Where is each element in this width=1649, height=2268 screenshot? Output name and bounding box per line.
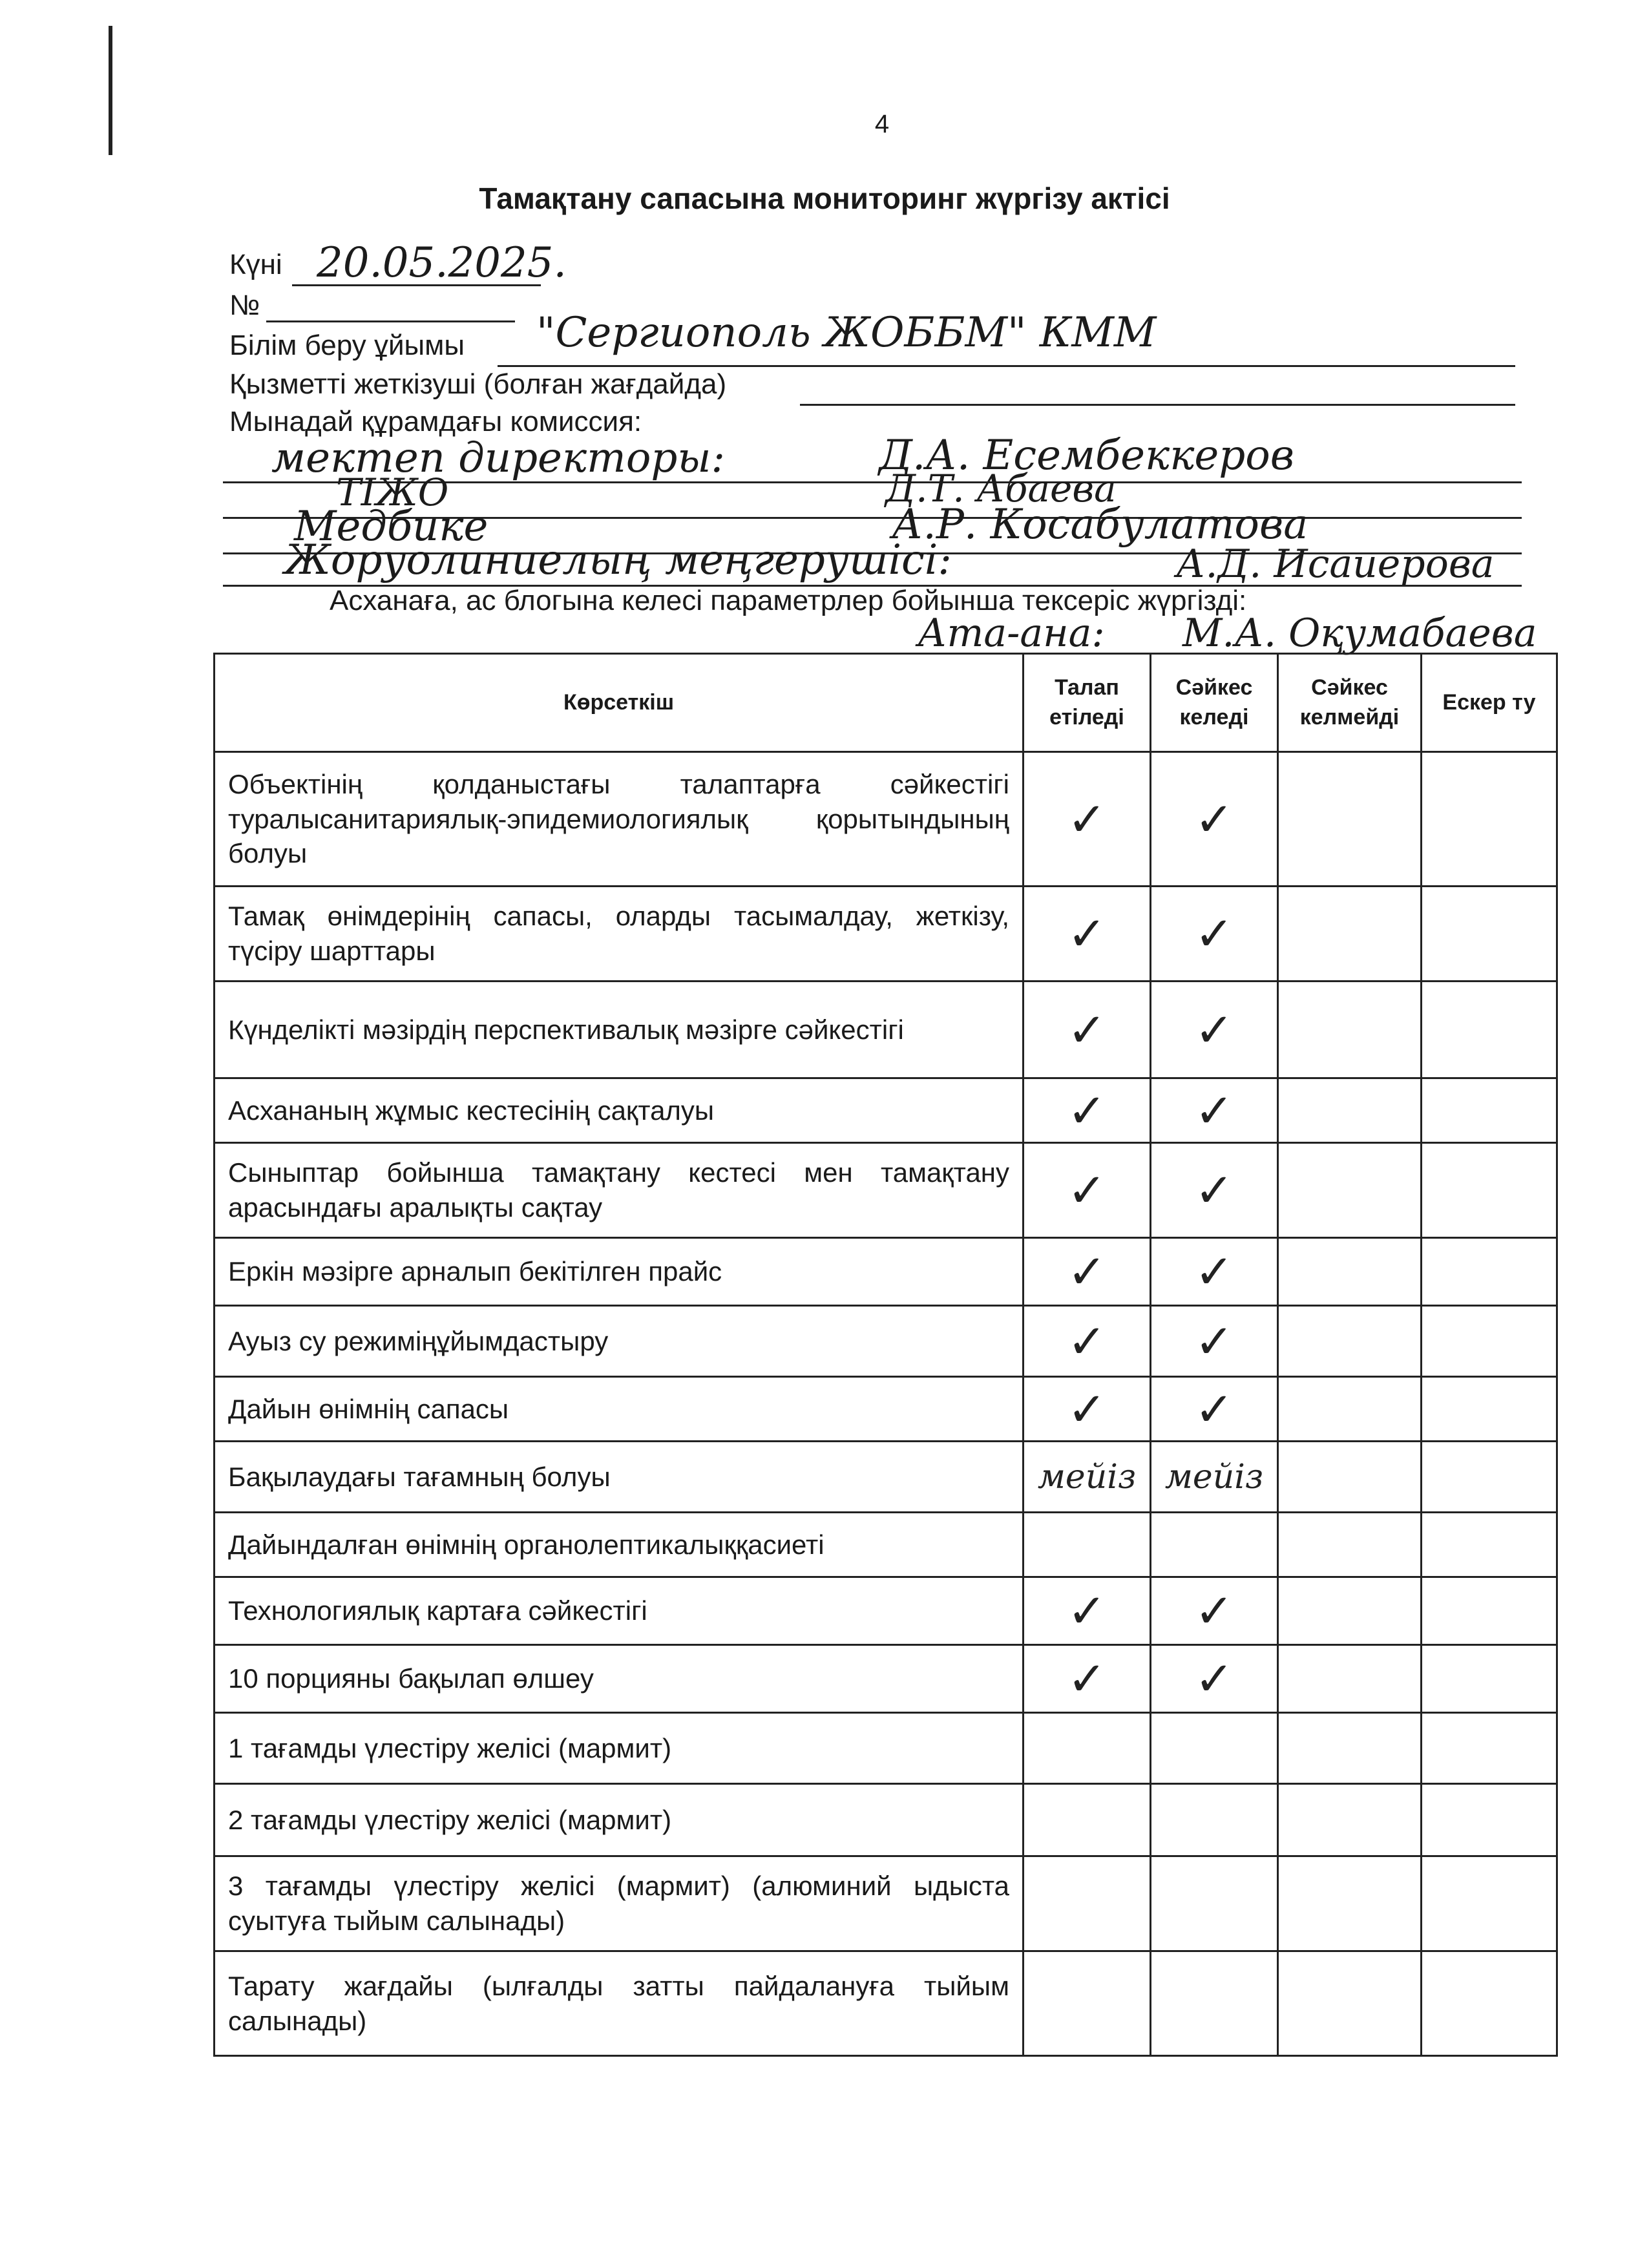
required-cell[interactable]	[1024, 1577, 1151, 1645]
not-complies-cell[interactable]	[1278, 1856, 1422, 1951]
not-complies-cell[interactable]	[1278, 1951, 1422, 2056]
checkmark-icon: ✓	[1194, 907, 1234, 961]
checkmark-icon: ✓	[1194, 1244, 1234, 1299]
complies-cell[interactable]	[1151, 1377, 1278, 1442]
note-cell[interactable]	[1422, 1442, 1557, 1513]
not-complies-cell[interactable]	[1278, 752, 1422, 887]
table-row	[215, 982, 1557, 1078]
note-cell[interactable]	[1422, 1645, 1557, 1713]
institution-value[interactable]: "Сергиополь ЖОББМ" КММ	[536, 309, 1157, 357]
supplier-line[interactable]	[800, 404, 1515, 406]
header-not-complies: Сәйкес келмейді	[1278, 654, 1422, 752]
complies-cell[interactable]	[1151, 1238, 1278, 1306]
note-cell[interactable]	[1422, 887, 1557, 982]
note-cell[interactable]	[1422, 1377, 1557, 1442]
not-complies-cell[interactable]	[1278, 1442, 1422, 1513]
checkmark-icon: ✓	[1067, 1002, 1107, 1057]
required-cell[interactable]	[1024, 1513, 1151, 1577]
not-complies-cell[interactable]	[1278, 1513, 1422, 1577]
checkmark-icon: ✓	[1067, 1083, 1107, 1138]
complies-cell[interactable]	[1151, 752, 1278, 887]
complies-cell[interactable]	[1151, 887, 1278, 982]
table-row	[215, 1713, 1557, 1784]
table-row	[215, 887, 1557, 982]
indicator-cell: Күнделікті мәзірдің перспективалық мәзірге сәйкестігі	[215, 982, 1024, 1078]
header-required: Талап етіледі	[1024, 654, 1151, 752]
not-complies-cell[interactable]	[1278, 1143, 1422, 1238]
note-cell[interactable]	[1422, 1951, 1557, 2056]
checkmark-icon: ✓	[1194, 792, 1234, 846]
parent-role[interactable]: Ата-ана:	[918, 611, 1105, 656]
table-row	[215, 1951, 1557, 2056]
required-cell[interactable]	[1024, 887, 1151, 982]
member-2-role[interactable]: ТІЖО	[336, 470, 449, 514]
table-row	[215, 752, 1557, 887]
table-row	[215, 1784, 1557, 1856]
member-3-role[interactable]: Медбике	[294, 503, 488, 551]
table-row	[215, 1856, 1557, 1951]
checkmark-icon: ✓	[1194, 1314, 1234, 1369]
complies-cell[interactable]	[1151, 1784, 1278, 1856]
complies-cell[interactable]	[1151, 982, 1278, 1078]
not-complies-cell[interactable]	[1278, 887, 1422, 982]
complies-cell[interactable]	[1151, 1856, 1278, 1951]
date-label: Күні	[229, 249, 282, 280]
note-cell[interactable]	[1422, 1306, 1557, 1377]
complies-cell[interactable]	[1151, 1713, 1278, 1784]
required-cell[interactable]	[1024, 1078, 1151, 1143]
document-title: Тамақтану сапасына мониторинг жүргізу актісі	[479, 182, 1170, 215]
indicator-cell: Дайын өнімнің сапасы	[215, 1377, 1024, 1442]
member-1-name[interactable]: Д.А. Есембеккеров	[879, 432, 1295, 479]
indicator-cell: Тамақ өнімдерінің сапасы, оларды тасымалдау, жеткізу, түсіру шарттары	[215, 887, 1024, 982]
checkmark-icon: ✓	[1067, 1584, 1107, 1638]
not-complies-cell[interactable]	[1278, 982, 1422, 1078]
indicator-cell: 3 тағамды үлестіру желісі (мармит) (алюминий ыдыста суытуға тыйым салынады)	[215, 1856, 1024, 1951]
page-number: 4	[874, 110, 890, 138]
note-cell[interactable]	[1422, 982, 1557, 1078]
checkmark-icon: ✓	[1067, 792, 1107, 846]
complies-mark: мейіз	[1164, 1457, 1264, 1496]
required-mark: мейіз	[1037, 1457, 1137, 1496]
date-value[interactable]: 20.05.2025.	[317, 239, 567, 287]
member-1-role[interactable]: мектеп директоры:	[271, 434, 725, 482]
not-complies-cell[interactable]	[1278, 1784, 1422, 1856]
note-cell[interactable]	[1422, 752, 1557, 887]
table-row	[215, 1577, 1557, 1645]
checkmark-icon: ✓	[1067, 1163, 1107, 1217]
indicator-cell: Сыныптар бойынша тамақтану кестесі мен тамақтану арасындағы аралықты сақтау	[215, 1143, 1024, 1238]
note-cell[interactable]	[1422, 1143, 1557, 1238]
number-line[interactable]	[266, 320, 515, 322]
table-row	[215, 1442, 1557, 1513]
member-3-name[interactable]: А.Р. Косабулатова	[892, 501, 1308, 549]
member-2-name[interactable]: Д.Т. Абаева	[885, 467, 1117, 510]
indicator-cell: Ауыз су режиміңұйымдастыру	[215, 1306, 1024, 1377]
required-cell[interactable]	[1024, 1951, 1151, 2056]
required-cell[interactable]	[1024, 1143, 1151, 1238]
required-cell[interactable]	[1024, 752, 1151, 887]
checkmark-icon: ✓	[1194, 1381, 1234, 1436]
note-cell[interactable]	[1422, 1856, 1557, 1951]
checkmark-icon: ✓	[1194, 1163, 1234, 1217]
commission-label: Мынадай құрамдағы комиссия:	[229, 406, 642, 437]
member-4-role[interactable]: Жоруолиниелың меңгерушісі:	[284, 536, 952, 584]
inspection-table	[213, 653, 1558, 2057]
not-complies-cell[interactable]	[1278, 1377, 1422, 1442]
header-note: Ескер ту	[1422, 654, 1557, 752]
checkmark-icon: ✓	[1067, 1314, 1107, 1369]
checkmark-icon: ✓	[1194, 1083, 1234, 1138]
complies-cell[interactable]	[1151, 1078, 1278, 1143]
complies-cell[interactable]	[1151, 1306, 1278, 1377]
table-row	[215, 1306, 1557, 1377]
indicator-cell: Тарату жағдайы (ылғалды затты пайдалануға тыйым салынады)	[215, 1951, 1024, 2056]
complies-cell[interactable]	[1151, 1577, 1278, 1645]
header-complies: Сәйкес келеді	[1151, 654, 1278, 752]
complies-cell[interactable]	[1151, 1442, 1278, 1513]
complies-cell[interactable]	[1151, 1513, 1278, 1577]
required-cell[interactable]	[1024, 1645, 1151, 1713]
indicator-cell: 2 тағамды үлестіру желісі (мармит)	[215, 1784, 1024, 1856]
scan-edge-mark	[109, 26, 112, 155]
indicator-cell: Дайындалған өнімнің органолептикалыққасиеті	[215, 1513, 1024, 1577]
note-cell[interactable]	[1422, 1713, 1557, 1784]
inspection-text: Асханаға, ас блогына келесі параметрлер бойынша тексеріс жүргізді:	[330, 585, 1247, 616]
table-row	[215, 1238, 1557, 1306]
indicator-cell: Бақылаудағы тағамның болуы	[215, 1442, 1024, 1513]
checkmark-icon: ✓	[1067, 1381, 1107, 1436]
complies-cell[interactable]	[1151, 1143, 1278, 1238]
note-cell[interactable]	[1422, 1577, 1557, 1645]
required-cell[interactable]	[1024, 1306, 1151, 1377]
indicator-cell: 1 тағамды үлестіру желісі (мармит)	[215, 1713, 1024, 1784]
checkmark-icon: ✓	[1194, 1584, 1234, 1638]
table-row	[215, 1143, 1557, 1238]
checkmark-icon: ✓	[1194, 1002, 1234, 1057]
parent-name[interactable]: М.А. Оқумабаева	[1182, 611, 1537, 656]
table-row	[215, 1078, 1557, 1143]
checkmark-icon: ✓	[1067, 1652, 1107, 1706]
header-indicator: Көрсеткіш	[215, 654, 1024, 752]
number-label: №	[229, 289, 260, 321]
institution-label: Білім беру ұйымы	[229, 330, 465, 361]
supplier-label: Қызметті жеткізуші (болған жағдайда)	[229, 368, 727, 400]
required-cell[interactable]	[1024, 1238, 1151, 1306]
indicator-cell: Еркін мәзірге арналып бекітілген прайс	[215, 1238, 1024, 1306]
indicator-cell: Технологиялық картаға сәйкестігі	[215, 1577, 1024, 1645]
required-cell[interactable]	[1024, 1377, 1151, 1442]
institution-line	[498, 365, 1515, 367]
table-header-row	[215, 654, 1557, 752]
note-cell[interactable]	[1422, 1078, 1557, 1143]
note-cell[interactable]	[1422, 1513, 1557, 1577]
required-cell[interactable]	[1024, 1713, 1151, 1784]
not-complies-cell[interactable]	[1278, 1577, 1422, 1645]
note-cell[interactable]	[1422, 1784, 1557, 1856]
required-cell[interactable]	[1024, 1442, 1151, 1513]
required-cell[interactable]	[1024, 982, 1151, 1078]
complies-cell[interactable]	[1151, 1951, 1278, 2056]
table-row	[215, 1645, 1557, 1713]
member-4-name[interactable]: А.Д. Исаиерова	[1176, 541, 1495, 587]
indicator-cell: Асхананың жұмыс кестесінің сақталуы	[215, 1078, 1024, 1143]
required-cell[interactable]	[1024, 1856, 1151, 1951]
note-cell[interactable]	[1422, 1238, 1557, 1306]
indicator-cell: Объектінің қолданыстағы талаптарға сәйкестігі туралысанитариялық-эпидемиологиялық қорытындының болуы	[215, 752, 1024, 887]
table-row	[215, 1513, 1557, 1577]
required-cell[interactable]	[1024, 1784, 1151, 1856]
table-row	[215, 1377, 1557, 1442]
checkmark-icon: ✓	[1067, 1244, 1107, 1299]
complies-cell[interactable]	[1151, 1645, 1278, 1713]
checkmark-icon: ✓	[1194, 1652, 1234, 1706]
not-complies-cell[interactable]	[1278, 1078, 1422, 1143]
checkmark-icon: ✓	[1067, 907, 1107, 961]
not-complies-cell[interactable]	[1278, 1306, 1422, 1377]
indicator-cell: 10 порцияны бақылап өлшеу	[215, 1645, 1024, 1713]
not-complies-cell[interactable]	[1278, 1238, 1422, 1306]
not-complies-cell[interactable]	[1278, 1645, 1422, 1713]
not-complies-cell[interactable]	[1278, 1713, 1422, 1784]
